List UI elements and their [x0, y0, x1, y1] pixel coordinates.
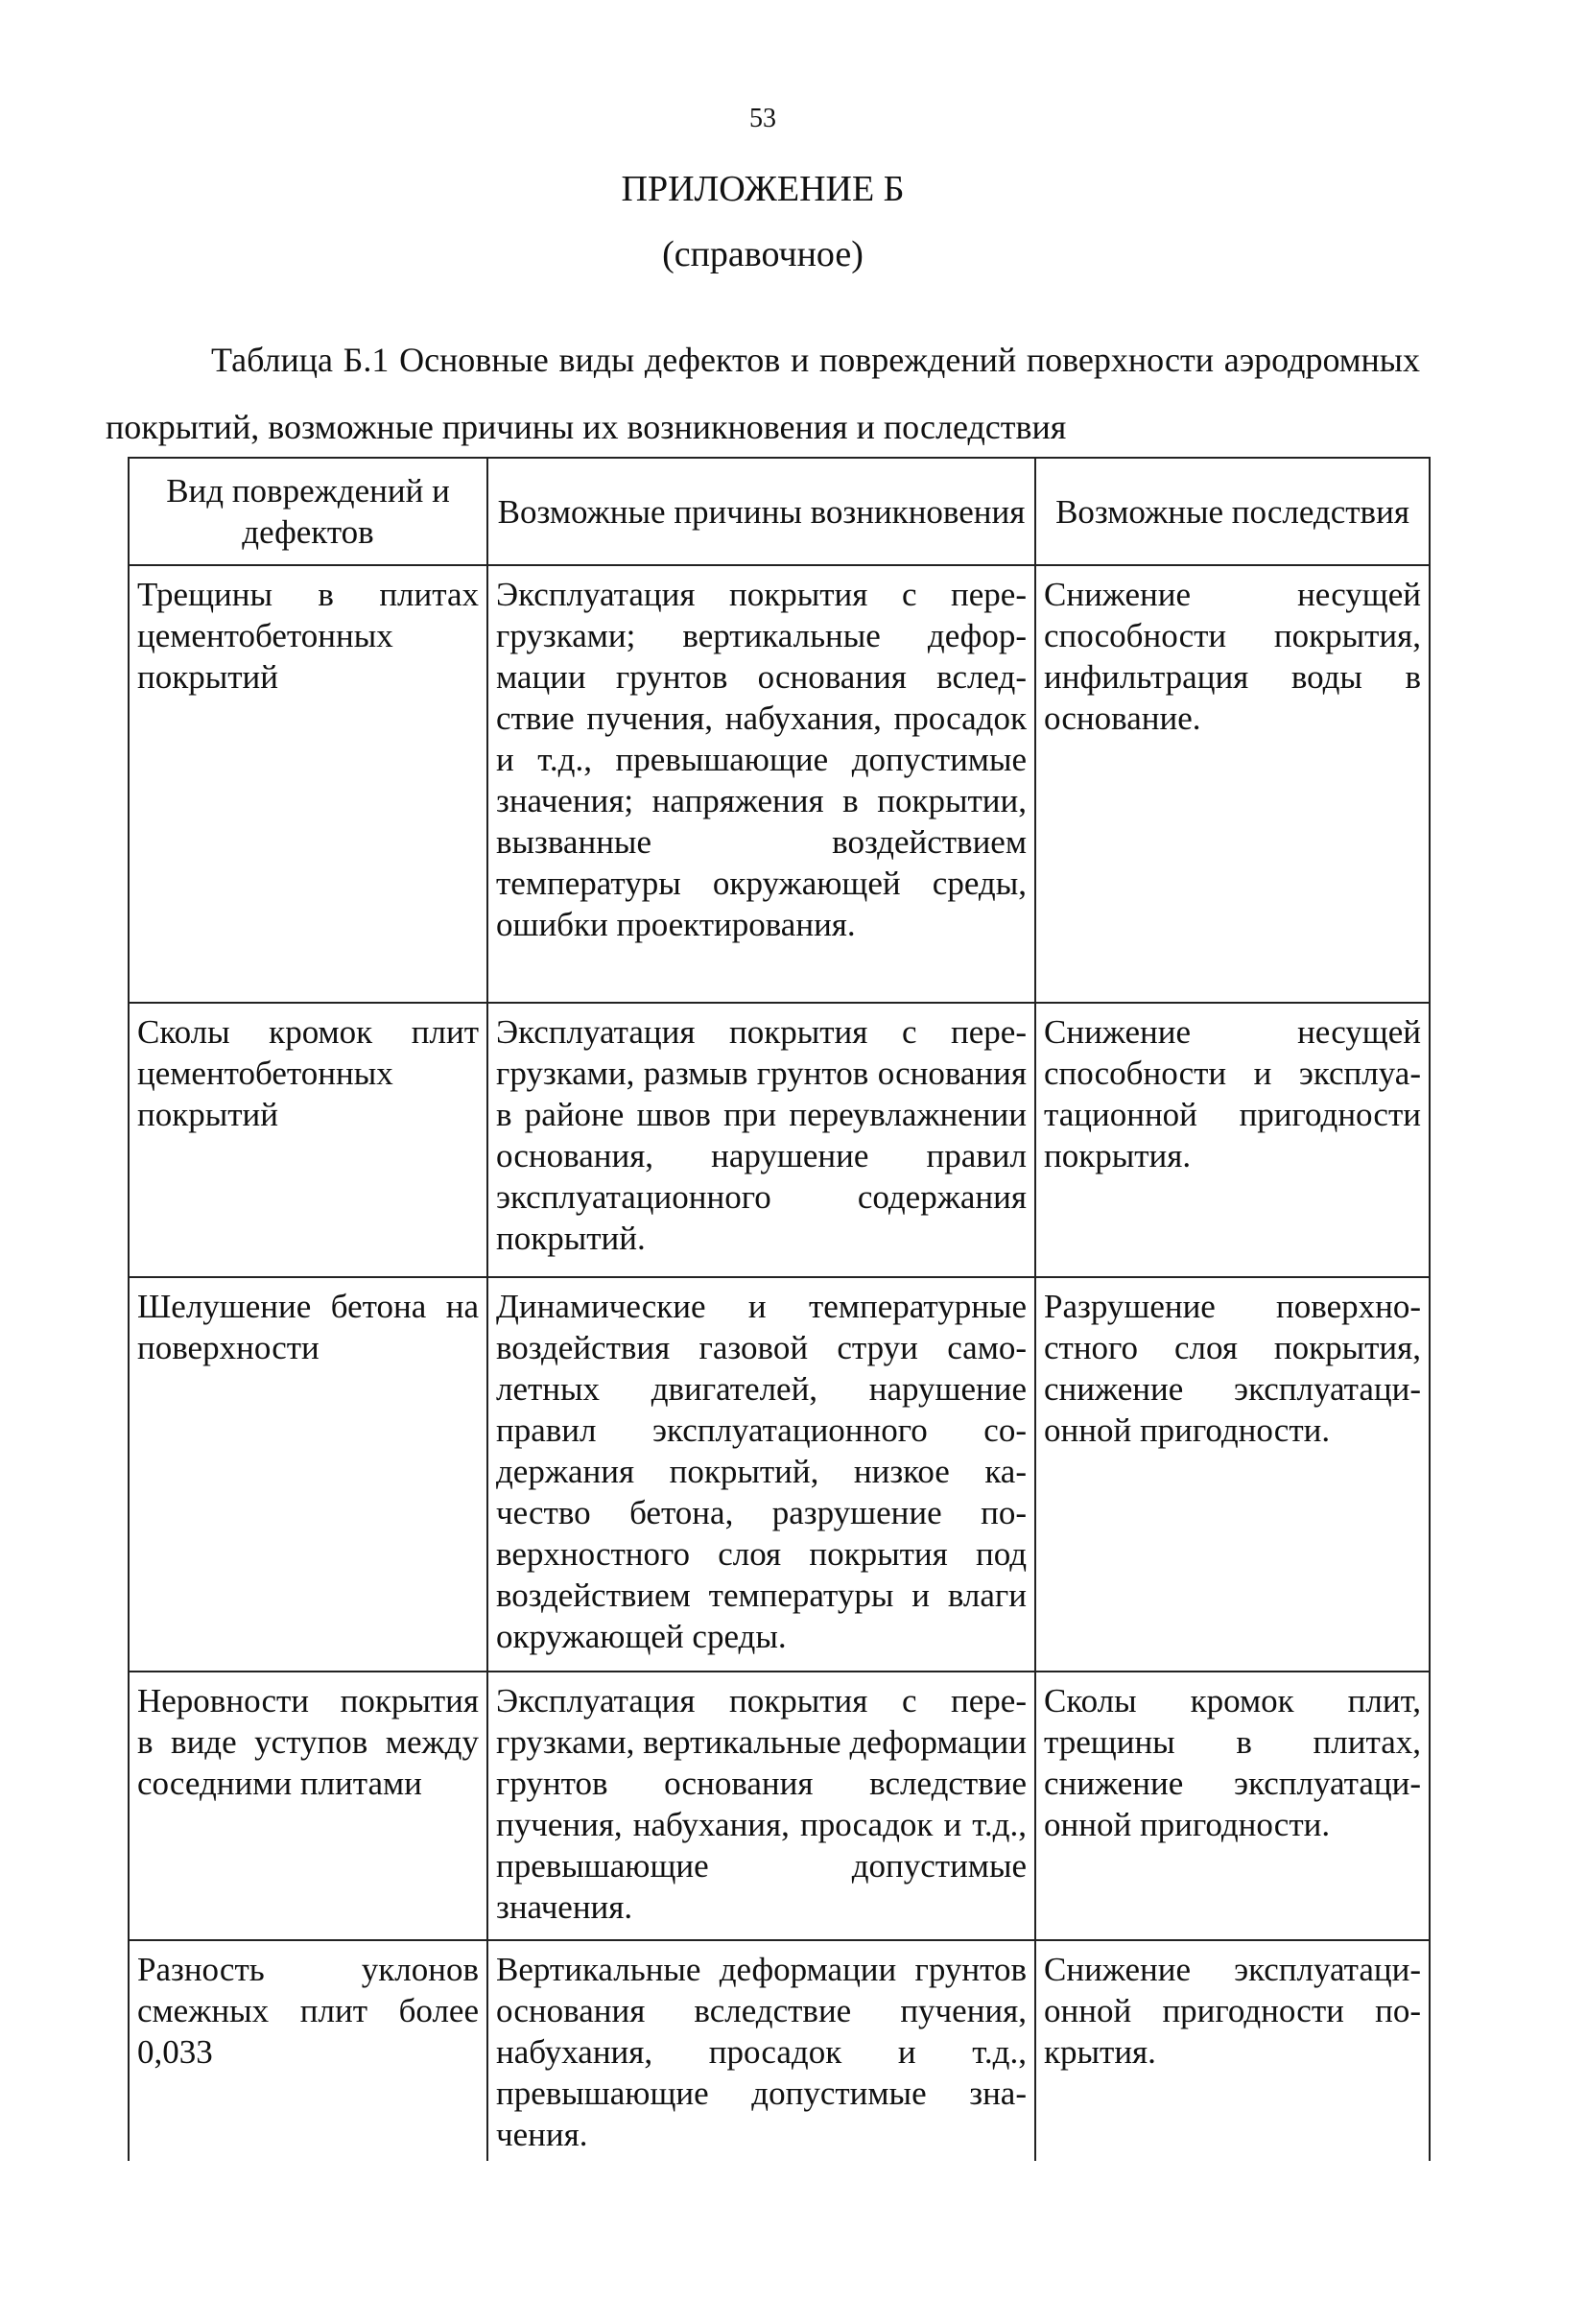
appendix-title: ПРИЛОЖЕНИЕ Б — [621, 169, 905, 209]
cell-consequences: Снижение несущей способности и эксплуатационной пригодности покрытия. — [1035, 1003, 1430, 1277]
table-row — [129, 1940, 1430, 2161]
header-causes: Возможные причины возникновения — [487, 458, 1035, 565]
table-header-row — [129, 458, 1430, 565]
cell-causes: Эксплуатация покрытия с перегрузками, вертикальные деформации грунтов основания вследствие пучения, набухания, просадок и т.д., превышающие допустимые значения. — [487, 1672, 1035, 1940]
cell-causes: Эксплуатация покрытия с перегрузками; вертикальные деформации грунтов основания вследствие пучения, набухания, просадок и т.д., превышающие допустимые значения; напряжения в покрытии, вызванные воздействием температуры окружающей среды, ошибки проектирования. — [487, 565, 1035, 1003]
cell-defect: Сколы кромок плит цементобетонных покрытий — [129, 1003, 487, 1277]
cell-defect: Неровности покрытия в виде уступов между соседними плитами — [129, 1672, 487, 1940]
cell-defect: Шелушение бетона на поверхности — [129, 1277, 487, 1672]
table-caption: Таблица Б.1 Основные виды дефектов и повреждений поверхности аэродромных покрытий, возможные причины их возникновения и последствия — [106, 341, 1420, 446]
table-row — [129, 1277, 1430, 1672]
table-row — [129, 1672, 1430, 1940]
cell-consequences: Снижение несущей способности покрытия, инфильтрация воды в основание. — [1035, 565, 1430, 1003]
cell-consequences: Сколы кромок плит, трещины в плитах, снижение эксплуатационной пригодности. — [1035, 1672, 1430, 1940]
cell-causes: Динамические и температурные воздействия газовой струи самолетных двигателей, нарушение правил эксплуатационного содержания покрытий, низкое качество бетона, разрушение поверхностного слоя покрытия под воздействием температуры и влаги окружающей среды. — [487, 1277, 1035, 1672]
header-consequences: Возможные последствия — [1035, 458, 1430, 565]
table-row — [129, 565, 1430, 1003]
cell-defect: Трещины в плитах цементобетонных покрытий — [129, 565, 487, 1003]
page-number: 53 — [749, 104, 776, 133]
cell-consequences: Разрушение поверхностного слоя покрытия, снижение эксплуатационной пригодности. — [1035, 1277, 1430, 1672]
cell-defect: Разность уклонов смежных плит более 0,033 — [129, 1940, 487, 2161]
cell-causes: Эксплуатация покрытия с перегрузками, размыв грунтов основания в районе швов при переувлажнении основания, нарушение правил эксплуатационного содержания покрытий. — [487, 1003, 1035, 1277]
cell-consequences: Снижение эксплуатационной пригодности покрытия. — [1035, 1940, 1430, 2161]
defects-table — [128, 457, 1431, 2161]
appendix-subtitle: (справочное) — [662, 234, 864, 274]
header-defect-type: Вид повреждений и дефектов — [129, 458, 487, 565]
cell-causes: Вертикальные деформации грунтов основания вследствие пучения, набухания, просадок и т.д., превышающие допустимые значения. — [487, 1940, 1035, 2161]
table-row — [129, 1003, 1430, 1277]
